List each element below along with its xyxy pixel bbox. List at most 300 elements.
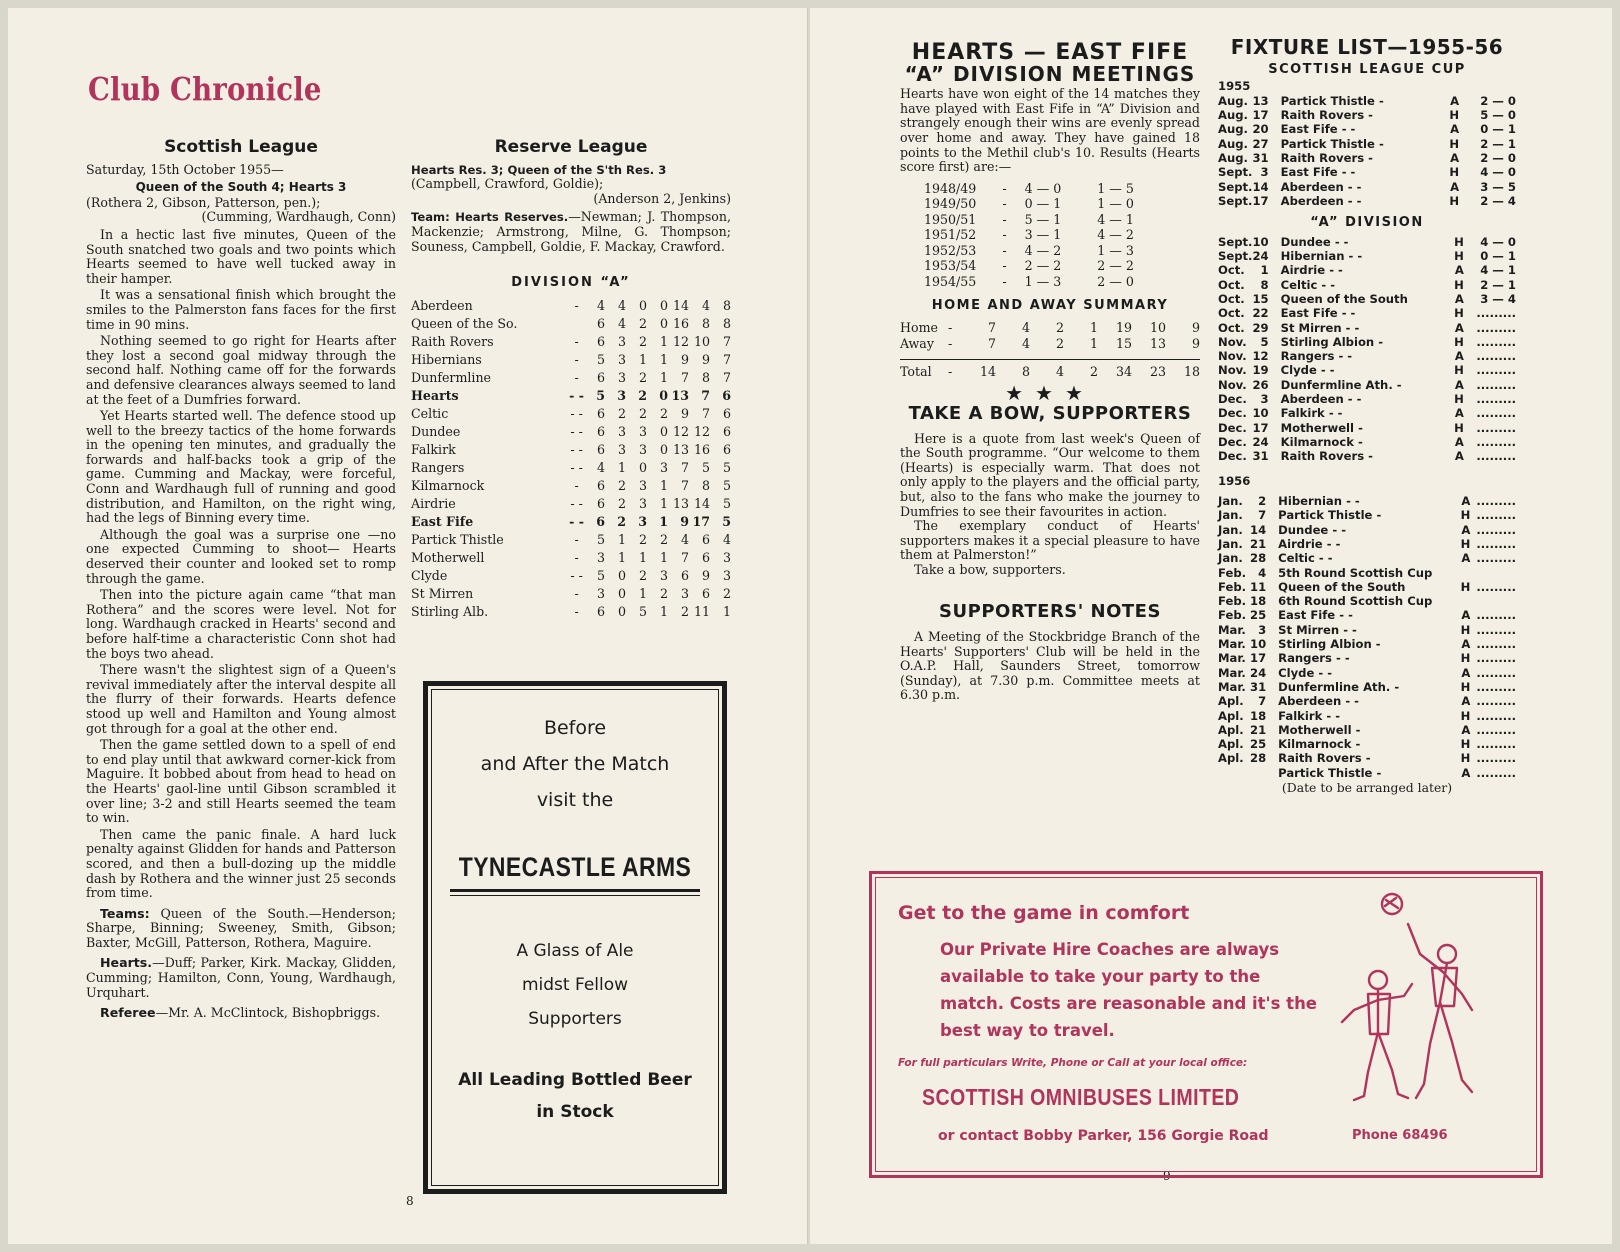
fixture-team (1281, 235, 1426, 249)
fixture-month: Dec. (1218, 406, 1247, 421)
table-row (924, 181, 1142, 197)
dash: - (574, 297, 579, 313)
fixture-venue: H (1460, 579, 1471, 594)
table-cell: 1 (659, 351, 668, 367)
fixture-team (1278, 608, 1432, 622)
omni-heading: Get to the game in comfort (898, 902, 1190, 924)
result-home: 4 — 0 (1024, 180, 1062, 196)
fixture-team-name: Queen of the South (1278, 579, 1406, 594)
fixture-day: 12 (1252, 349, 1269, 364)
fixture-row (1218, 249, 1516, 263)
fixture-dash: - (1368, 108, 1373, 123)
fixture-row (1218, 494, 1516, 508)
fixture-team (1281, 349, 1426, 363)
dash: - (574, 369, 579, 385)
reserve-away-scorers: (Anderson 2, Jenkins) (593, 190, 731, 206)
fixture-month: Aug. (1218, 136, 1248, 151)
fixture-row (1218, 278, 1516, 292)
fixture-dash: - (1368, 449, 1373, 464)
table-cell: 9 (1191, 335, 1200, 351)
fixture-team (1281, 392, 1426, 406)
fixture-day: 4 (1258, 565, 1267, 580)
fixture-month: Nov. (1218, 334, 1247, 349)
cup-fixtures (1218, 94, 1516, 208)
table-row (411, 603, 731, 621)
fixture-venue: A (1454, 320, 1464, 335)
fixture-day: 5 (1260, 334, 1269, 349)
fixture-row (1218, 623, 1516, 637)
fixture-dash: - (1378, 136, 1384, 151)
table-cell: 4 (1021, 319, 1030, 335)
fixture-row (1218, 508, 1516, 522)
result-home: 5 — 1 (1024, 211, 1062, 227)
referee-label: Referee (100, 1005, 156, 1021)
fixture-dash: - - (1318, 665, 1333, 680)
fixture-venue: H (1460, 751, 1471, 766)
dash: - - (569, 513, 584, 529)
home-scorers: (Rothera 2, Gibson, Patterson, pen.); (86, 194, 321, 210)
fixture-month: Feb. (1218, 608, 1247, 623)
report-paragraph: In a hectic last five minutes, Queen of the South snatched two goals and two points which Hearts seemed to have well tucked away in their hamper. (86, 226, 396, 286)
table-cell: 1 (722, 603, 731, 619)
fixture-team (1278, 680, 1432, 694)
stars-divider: ★★★ (1005, 381, 1095, 406)
fixture-month: Aug. (1218, 122, 1248, 137)
dash: - - (570, 441, 583, 457)
fixture-dash: - (1355, 722, 1361, 737)
teams-hearts-label: Hearts. (100, 955, 153, 971)
team-name: Stirling Alb. (411, 603, 489, 619)
table-cell: 5 (722, 459, 731, 475)
fixture-team-name: Airdrie (1278, 536, 1323, 551)
fixture-score: ......... (1476, 434, 1516, 449)
fixture-team (1278, 751, 1432, 765)
table-row (924, 227, 1142, 243)
fixture-team (1281, 278, 1426, 292)
report-paragraph: It was a sensational finish which brought the smiles to the Palmerston fans faces for the first time in 90 mins. (86, 287, 396, 332)
fixture-team-name: St Mirren (1278, 622, 1340, 637)
fixture-team (1278, 709, 1432, 723)
fixture-month: Dec. (1218, 392, 1247, 407)
meetings-heading: HEARTS — EAST FIFE (911, 40, 1189, 65)
dash (569, 315, 584, 333)
fixture-row (1218, 321, 1516, 335)
table-cell: 0 (617, 567, 626, 583)
table-cell: 6 (596, 333, 605, 349)
ad-line-ale: A Glass of Ale (516, 941, 634, 961)
fixture-row (1218, 537, 1516, 551)
fixture-team-name: Partick Thistle (1280, 93, 1375, 108)
team-name: Queen of the So. (411, 315, 518, 331)
table-cell: 0 (659, 423, 668, 439)
fixture-team-name: Rangers (1278, 651, 1332, 666)
fixture-day: 19 (1252, 363, 1269, 378)
fixture-venue: A (1450, 179, 1460, 194)
table-cell: 4 (596, 297, 605, 313)
fixture-team-name: Falkirk (1278, 708, 1323, 723)
table-cell: 18 (1166, 360, 1200, 381)
fixture-day: 14 (1252, 179, 1269, 194)
table-row (411, 567, 731, 585)
fixture-team-name: Hibernian (1278, 494, 1343, 509)
fixture-venue: A (1461, 722, 1471, 737)
fixture-score: ......... (1476, 420, 1516, 435)
table-cell: 6 (680, 567, 689, 583)
season: 1951/52 (924, 227, 977, 243)
fixture-day: 21 (1250, 722, 1267, 737)
fixture-team-name: Falkirk (1280, 406, 1325, 421)
fixture-team-name: Aberdeen (1280, 179, 1344, 194)
table-cell: 6 (596, 369, 605, 385)
bow-paragraph-1: Here is a quote from last week's Queen of the South programme. “Our welcome to them (Hearts) is especially warm. That does not only apply to the players and the official party, but, also to the fans who make the journey to Dumfries to see their favourites in action. (900, 430, 1200, 519)
fixture-month: Nov. (1218, 363, 1247, 378)
fixture-day: 17 (1252, 420, 1269, 435)
page-title: Club Chronicle (88, 70, 322, 108)
fixture-team (1278, 566, 1432, 580)
table-row (411, 423, 731, 441)
fixture-month: Sept. (1218, 234, 1253, 249)
fixture-dash: - - (1345, 320, 1360, 335)
table-cell: 16 (672, 315, 689, 331)
fixture-team (1281, 122, 1421, 136)
fixture-day: 10 (1250, 637, 1267, 652)
table-cell: 14 (962, 360, 996, 381)
fixture-team-name: Kilmarnock (1278, 737, 1352, 752)
fixture-row (1218, 378, 1516, 392)
table-cell: 3 (659, 567, 668, 583)
fixture-dash: - (1375, 637, 1381, 652)
fixture-row (1218, 165, 1516, 179)
fixture-score: ......... (1476, 349, 1516, 364)
fixture-score: ......... (1476, 406, 1516, 421)
fixture-dash: - - (1345, 694, 1359, 709)
table-cell: 3 (617, 423, 626, 439)
fixture-team-name: St Mirren (1280, 320, 1342, 335)
fixture-row (1218, 363, 1516, 377)
fixture-team-name: Aberdeen (1280, 392, 1344, 407)
table-cell: 19 (1115, 319, 1132, 335)
fixture-team-name: 5th Round Scottish Cup (1278, 565, 1433, 580)
fixture-team (1281, 292, 1426, 306)
fixture-month: Oct. (1218, 306, 1245, 321)
dash: - (1002, 227, 1007, 243)
table-cell: 3 (638, 477, 647, 493)
notes-text: A Meeting of the Stockbridge Branch of the Hearts' Supporters' Club will be held in the O.A.P. Hall, Saunders Street, tomorrow (Sunday), at 7.30 p.m. Committee meets at 6.30 p.m. (900, 629, 1200, 703)
table-row (411, 333, 731, 351)
table-cell: 3 (617, 387, 626, 403)
table-cell: 6 (722, 441, 731, 457)
fixture-dash: - (1358, 420, 1363, 435)
fixture-score: ......... (1476, 765, 1516, 780)
teams-qos (86, 907, 396, 951)
dash: - (948, 360, 962, 381)
fixture-team (1281, 137, 1421, 151)
result-away: 4 — 1 (1097, 211, 1134, 227)
fixture-team (1278, 494, 1432, 508)
fixture-row (1218, 608, 1516, 622)
table-cell: 4 (596, 459, 605, 475)
fixture-row (1218, 108, 1516, 122)
fixture-team (1278, 723, 1432, 737)
table-cell: 14 (672, 297, 689, 313)
fixture-score: 5 — 0 (1480, 108, 1516, 123)
table-cell: 7 (680, 459, 689, 475)
fixture-row (1218, 723, 1516, 737)
table-cell: 0 (659, 297, 668, 313)
fixture-team-name: Raith Rovers (1280, 150, 1365, 165)
table-row (924, 274, 1142, 290)
fixture-team (1281, 335, 1426, 349)
table-cell: 0 (638, 297, 647, 313)
fixture-score: 4 — 1 (1480, 263, 1516, 278)
table-cell: 23 (1132, 360, 1166, 381)
table-cell: 2 (659, 405, 668, 421)
fixture-team (1281, 180, 1421, 194)
table-cell: 6 (701, 585, 710, 601)
table-cell: 1 (617, 549, 626, 565)
table-cell: 1 (617, 459, 626, 475)
fixture-score: 4 — 0 (1480, 165, 1516, 180)
division-fixtures-1955 (1218, 235, 1516, 464)
ad-rule (450, 889, 700, 892)
fixture-team (1281, 449, 1426, 463)
fixture-day: 15 (1252, 291, 1269, 306)
dash: - (574, 333, 579, 349)
fixture-venue: H (1460, 651, 1471, 666)
fixture-row (1218, 306, 1516, 320)
fixture-score: ......... (1476, 320, 1516, 335)
table-cell: 6 (596, 477, 605, 493)
fixture-row (1218, 335, 1516, 349)
table-cell: 1 (1089, 335, 1098, 351)
fixture-day: 25 (1250, 737, 1267, 752)
fixture-day: 10 (1252, 234, 1269, 249)
table-cell: 5 (701, 459, 710, 475)
fixture-team (1278, 623, 1432, 637)
fixture-row (1218, 566, 1516, 580)
table-cell: 10 (1149, 319, 1166, 335)
fixture-team-name: Dunfermline Ath. (1280, 377, 1393, 392)
fixture-row (1218, 709, 1516, 723)
table-cell: 3 (722, 549, 731, 565)
fixture-row (1218, 651, 1516, 665)
year-1956: 1956 (1218, 473, 1251, 488)
table-cell: 3 (617, 333, 626, 349)
table-cell: 7 (987, 319, 996, 335)
table-cell: 2 (1055, 319, 1064, 335)
fixture-day: 3 (1258, 622, 1267, 637)
table-cell: 8 (701, 369, 710, 385)
table-cell: 3 (638, 513, 647, 529)
fixture-row (1218, 292, 1516, 306)
fixture-dash: - - (1346, 494, 1360, 509)
table-cell: 12 (693, 423, 710, 439)
table-cell: 6 (722, 387, 731, 403)
fixture-venue: H (1449, 136, 1460, 151)
fixture-dash: - - (1335, 651, 1350, 666)
meetings-subheading: “A” DIVISION MEETINGS (904, 61, 1196, 86)
result-home: 3 — 1 (1024, 227, 1062, 243)
fixture-day: 8 (1260, 277, 1269, 292)
dash: - (1002, 180, 1007, 196)
fixture-venue: A (1454, 449, 1464, 464)
table-cell: 2 (617, 477, 626, 493)
fixture-score: 0 — 1 (1480, 249, 1516, 264)
reserve-result: Hearts Res. 3; Queen of the S'th Res. 3 (411, 162, 667, 177)
table-cell: 2 (1055, 335, 1064, 351)
fixture-month (1218, 766, 1250, 780)
dash: - (574, 351, 579, 367)
dash: - - (570, 423, 583, 439)
table-cell: 1 (617, 531, 626, 547)
fixture-dash: - (1378, 334, 1384, 349)
fixture-team-name: Raith Rovers (1278, 751, 1362, 766)
fixture-team (1281, 194, 1421, 208)
table-cell: 9 (680, 513, 689, 529)
fixture-row (1218, 449, 1516, 463)
fixture-team-name: East Fife (1280, 306, 1338, 321)
table-cell: 14 (693, 495, 710, 511)
table-cell: 1 (659, 477, 668, 493)
left-page (8, 8, 808, 1244)
fixture-venue: A (1454, 263, 1464, 278)
fixture-dash: - - (1338, 349, 1353, 364)
fixture-dash: - - (1341, 306, 1356, 321)
fixture-score: 3 — 5 (1480, 179, 1516, 194)
teams-label: Teams: (100, 905, 150, 921)
fixture-team (1278, 508, 1432, 522)
team-name: Airdrie (411, 495, 456, 511)
report-paragraph: Then into the picture again came “that man Rothera” and the scores were level. Not for long. Wardhaugh cracked in Hearts' second and before half-time a characteristic Conn shot had the boys two ahead. (86, 587, 396, 661)
fixture-day: 24 (1252, 249, 1269, 264)
table-cell: 1 (638, 549, 647, 565)
scottish-league-column (86, 134, 396, 1023)
fixture-day: 21 (1250, 536, 1267, 551)
fixture-team (1278, 594, 1432, 608)
table-cell: 3 (617, 351, 626, 367)
match-report (86, 228, 396, 901)
fixture-dash: - - (1348, 249, 1363, 264)
fixture-team (1281, 108, 1421, 122)
table-cell: 3 (638, 423, 647, 439)
team-name: Hibernians (411, 351, 482, 367)
table-cell: 0 (659, 441, 668, 457)
dash: - (574, 549, 579, 565)
season: 1953/54 (924, 258, 977, 274)
fixture-team (1278, 766, 1432, 780)
fixture-score: 2 — 0 (1480, 150, 1516, 165)
fixture-venue: A (1454, 349, 1464, 364)
fixture-score: ......... (1476, 363, 1516, 378)
fixture-venue: A (1461, 765, 1471, 780)
table-cell: 13 (672, 441, 689, 457)
fixture-month: Dec. (1218, 449, 1247, 464)
fixture-month: Dec. (1218, 434, 1247, 449)
team-name: Falkirk (411, 441, 456, 457)
fixture-day: 31 (1250, 679, 1267, 694)
table-cell: 4 (617, 297, 626, 313)
fixture-month: Mar. (1218, 637, 1246, 652)
table-cell: 1 (659, 603, 668, 619)
meetings-results (924, 181, 1142, 290)
fixture-team-name: East Fife (1278, 608, 1336, 623)
fixture-venue: H (1454, 392, 1464, 407)
fixture-team-name: East Fife (1280, 122, 1338, 137)
table-cell: 7 (722, 369, 731, 385)
fixture-venue: A (1454, 291, 1464, 306)
fixture-score: 0 — 1 (1480, 122, 1516, 137)
fixture-row (1218, 392, 1516, 406)
table-cell: 11 (693, 603, 710, 619)
fixtures-column (1218, 35, 1516, 796)
fixture-venue: A (1454, 406, 1464, 421)
table-cell: 2 (722, 585, 731, 601)
fixture-row (1218, 122, 1516, 136)
dash: - (948, 319, 953, 335)
fixture-score: ......... (1476, 622, 1516, 637)
season: 1954/55 (924, 273, 977, 289)
table-cell: 6 (596, 513, 605, 529)
fixture-team (1281, 378, 1426, 392)
report-paragraph: Although the goal was a surprise one —no one expected Cumming to shoot— Hearts deserved their counter and looked set to romp through the game. (86, 526, 396, 586)
fixture-month: Apl. (1218, 722, 1244, 737)
fixture-row (1218, 751, 1516, 765)
table-cell: 7 (701, 387, 710, 403)
team-name: Celtic (411, 405, 449, 421)
reserve-home-scorers: (Campbell, Crawford, Goldie); (411, 176, 604, 192)
table-cell: 12 (672, 423, 689, 439)
fixture-venue: A (1454, 434, 1464, 449)
fixture-venue: A (1461, 522, 1471, 537)
meetings-intro: Hearts have won eight of the 14 matches they have played with East Fife in “A” Division and strangely enough their wins are evenly spread over home and away. They have gained 18 points to the Methil club's 10. Results (Hearts score first) are:— (900, 86, 1200, 175)
table-row (411, 549, 731, 567)
ad-line-after: and After the Match (480, 753, 670, 775)
fixture-row (1218, 263, 1516, 277)
fixture-score: ......... (1476, 508, 1516, 523)
tynecastle-arms-advert (423, 681, 727, 1194)
reserve-team (411, 210, 731, 254)
fixture-dash: - - (1321, 277, 1336, 292)
table-cell: 2 (1064, 360, 1098, 381)
table-cell: 8 (722, 297, 731, 313)
team-name: Aberdeen (411, 297, 473, 313)
fixture-team-name: Celtic (1278, 551, 1315, 566)
fixture-team (1281, 306, 1426, 320)
table-cell: 9 (1191, 319, 1200, 335)
season: 1952/53 (924, 242, 977, 258)
fixture-day: 31 (1252, 449, 1269, 464)
table-cell: 9 (701, 567, 710, 583)
fixture-day: 7 (1258, 694, 1267, 709)
fixture-month: Feb. (1218, 594, 1247, 609)
notes-heading: SUPPORTERS' NOTES (939, 601, 1161, 623)
league-table (411, 297, 731, 621)
table-cell: 8 (996, 360, 1030, 381)
table-row (900, 360, 1200, 381)
summary-label: Away (900, 335, 934, 351)
fixture-month: Sept. (1218, 193, 1253, 208)
fixtures-note: (Date to be arranged later) (1281, 780, 1453, 796)
season: 1950/51 (924, 211, 977, 227)
fixture-month: Sept. (1218, 165, 1253, 180)
fixture-team (1281, 249, 1426, 263)
table-cell: 5 (596, 531, 605, 547)
table-cell: 6 (596, 405, 605, 421)
fixture-venue: A (1461, 694, 1471, 709)
ad-line-supporters: Supporters (528, 1009, 622, 1029)
fixture-score: ......... (1476, 637, 1516, 652)
table-row (411, 459, 731, 477)
